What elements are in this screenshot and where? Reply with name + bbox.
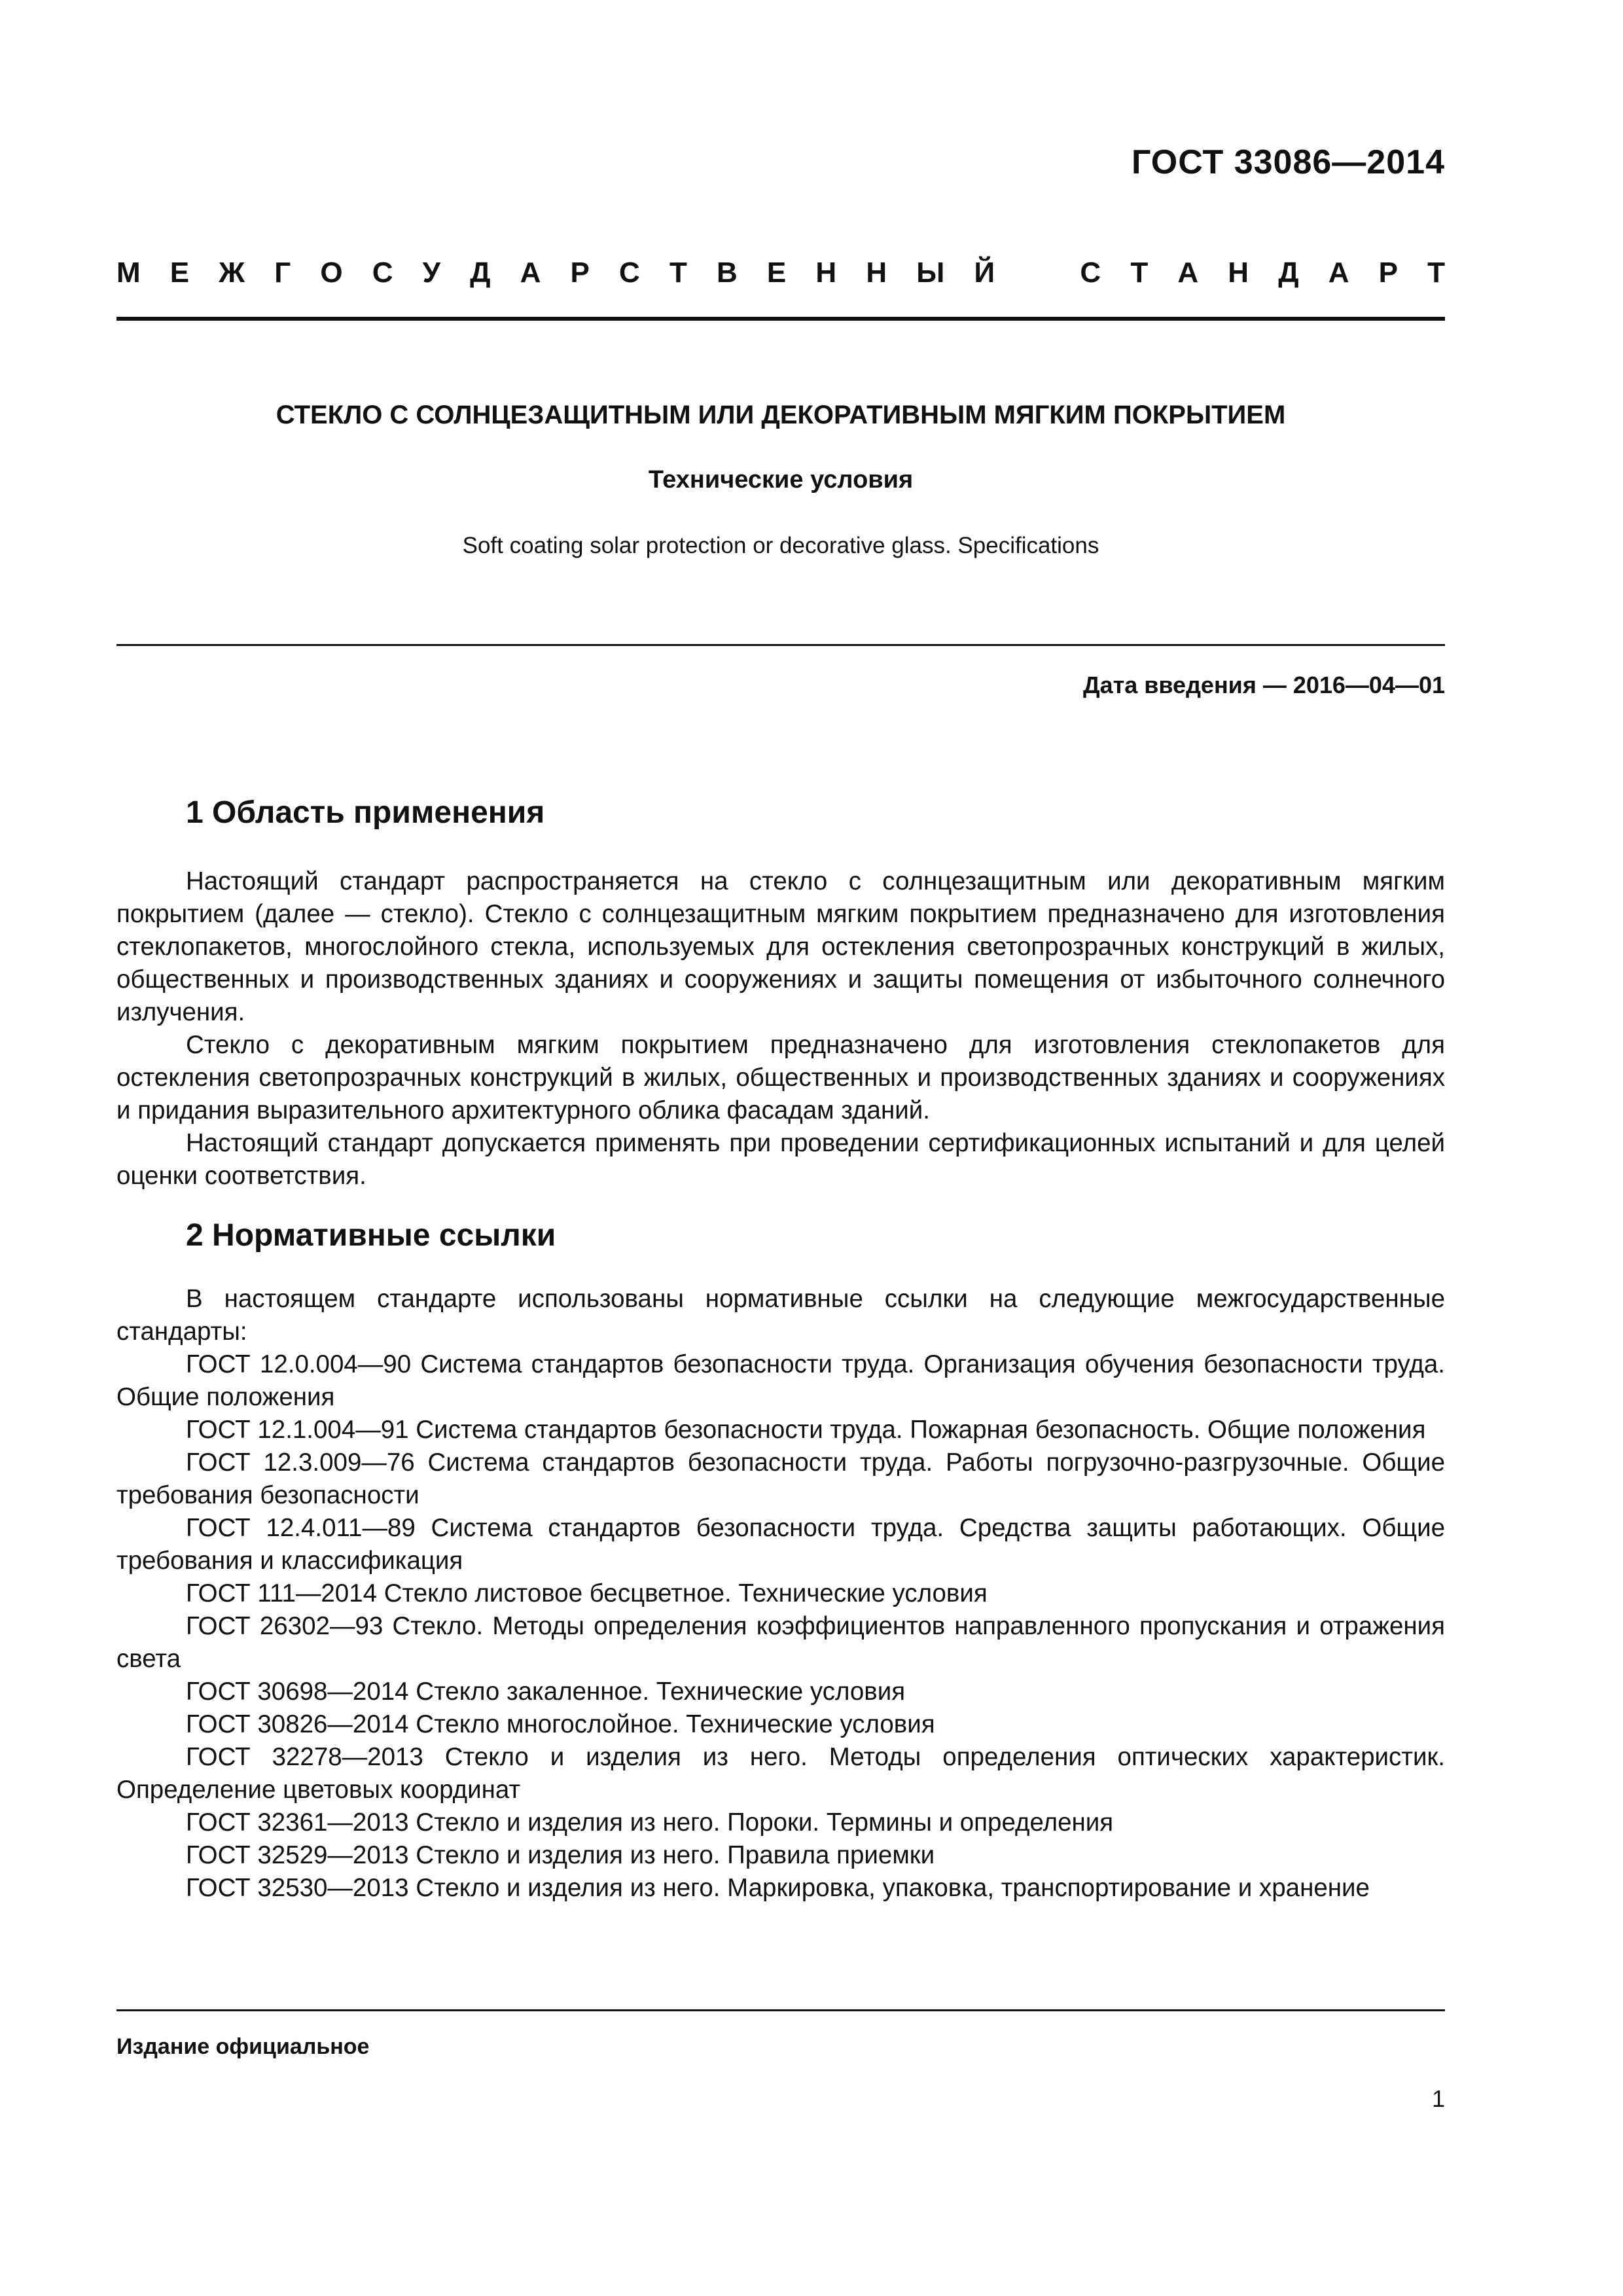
banner-letter: Ж (219, 257, 245, 289)
gost-number: ГОСТ 33086—2014 (1132, 143, 1445, 181)
document-title: СТЕКЛО С СОЛНЦЕЗАЩИТНЫМ ИЛИ ДЕКОРАТИВНЫМ МЯГКИМ ПОКРЫТИЕМ (276, 401, 1286, 429)
banner-letter: А (520, 257, 541, 289)
banner-letter: Т (1130, 257, 1149, 289)
reference-item: ГОСТ 30698—2014 Стекло закаленное. Технические условия (186, 1677, 906, 1706)
paragraph: В настоящем стандарте использованы нормативные ссылки на следующие межгосударственные стандарты: (116, 1285, 1445, 1346)
banner-letter: У (422, 257, 440, 289)
reference-item: ГОСТ 12.3.009—76 Система стандартов безопасности труда. Работы погрузочно-разгрузочные. Общие требования безопасности (116, 1448, 1445, 1509)
banner-letter: Т (669, 257, 687, 289)
reference-item: ГОСТ 12.0.004—90 Система стандартов безопасности труда. Организация обучения безопасности труда. Общие положения (116, 1350, 1445, 1411)
english-title: Soft coating solar protection or decorative glass. Specifications (462, 533, 1099, 558)
banner-letter: М (116, 257, 141, 289)
page-number: 1 (1431, 2085, 1445, 2112)
banner-letter: С (619, 257, 640, 289)
introduction-date: Дата введения — 2016—04—01 (1082, 672, 1445, 698)
reference-item: ГОСТ 32361—2013 Стекло и изделия из него. Пороки. Термины и определения (186, 1808, 1114, 1837)
banner-letter: Т (1427, 257, 1445, 289)
reference-item: ГОСТ 32530—2013 Стекло и изделия из него. Маркировка, упаковка, транспортирование и хранение (186, 1874, 1370, 1902)
reference-item: ГОСТ 32529—2013 Стекло и изделия из него. Правила приемки (186, 1841, 935, 1869)
banner-letter: В (717, 257, 738, 289)
footer-divider (116, 2009, 1445, 2011)
reference-item: ГОСТ 32278—2013 Стекло и изделия из него. Методы определения оптических характеристик. Определение цветовых координат (116, 1743, 1445, 1804)
banner-letter: А (1177, 257, 1199, 289)
section-body-scope (116, 865, 1445, 1193)
paragraph: Настоящий стандарт допускается применять при проведении сертификационных испытаний и для целей оценки соответствия. (116, 1129, 1445, 1190)
header-divider (116, 317, 1445, 321)
banner-letter: О (320, 257, 343, 289)
banner-letter: Н (866, 257, 887, 289)
banner-letter: Г (274, 257, 291, 289)
reference-item: ГОСТ 12.4.011—89 Система стандартов безопасности труда. Средства защиты работающих. Общие требования и классификация (116, 1514, 1445, 1575)
reference-item: ГОСТ 26302—93 Стекло. Методы определения коэффициентов направленного пропускания и отражения света (116, 1612, 1445, 1673)
banner-letter: Е (169, 257, 190, 289)
paragraph: Стекло с декоративным мягким покрытием предназначено для изготовления стеклопакетов для остекления светопрозрачных конструкций в жилых, общественных и производственных зданиях и сооружениях и придания выразительного архитектурного облика фасадам зданий. (116, 1031, 1445, 1124)
banner-letter: Н (815, 257, 837, 289)
title-divider (116, 644, 1445, 646)
banner-letter: С (372, 257, 393, 289)
document-subtitle: Технические условия (648, 466, 914, 493)
paragraph: Настоящий стандарт распространяется на стекло с солнцезащитным или декоративным мягким покрытием (далее — стекло). Стекло с солнцезащитным мягким покрытием предназначено для изготовления стеклопакетов, многослойного стекла, используемых для остекления светопрозрачных конструкций в жилых, общественных и производственных зданиях и сооружениях и защиты помещения от избыточного солнечного излучения. (116, 867, 1445, 1026)
reference-item: ГОСТ 30826—2014 Стекло многослойное. Технические условия (186, 1710, 935, 1738)
official-edition-label: Издание официальное (116, 2034, 370, 2059)
banner-letter: Й (974, 257, 995, 289)
reference-item: ГОСТ 12.1.004—91 Система стандартов безопасности труда. Пожарная безопасность. Общие положения (186, 1416, 1426, 1444)
section-heading-scope: 1 Область применения (186, 795, 545, 830)
interstate-standard-banner (116, 257, 1445, 298)
banner-letter: Е (766, 257, 787, 289)
banner-letter: Ы (916, 257, 945, 289)
banner-letter: А (1328, 257, 1349, 289)
reference-item: ГОСТ 111—2014 Стекло листовое бесцветное. Технические условия (186, 1579, 988, 1607)
section-heading-references: 2 Нормативные ссылки (186, 1218, 556, 1253)
banner-letter: Р (1378, 257, 1398, 289)
banner-letter: Д (1278, 257, 1299, 289)
banner-letter: С (1080, 257, 1101, 289)
banner-word-gap (1024, 257, 1050, 298)
section-body-references (116, 1283, 1445, 1905)
banner-letter: Д (470, 257, 491, 289)
banner-letter: Н (1228, 257, 1249, 289)
banner-letter: Р (570, 257, 590, 289)
